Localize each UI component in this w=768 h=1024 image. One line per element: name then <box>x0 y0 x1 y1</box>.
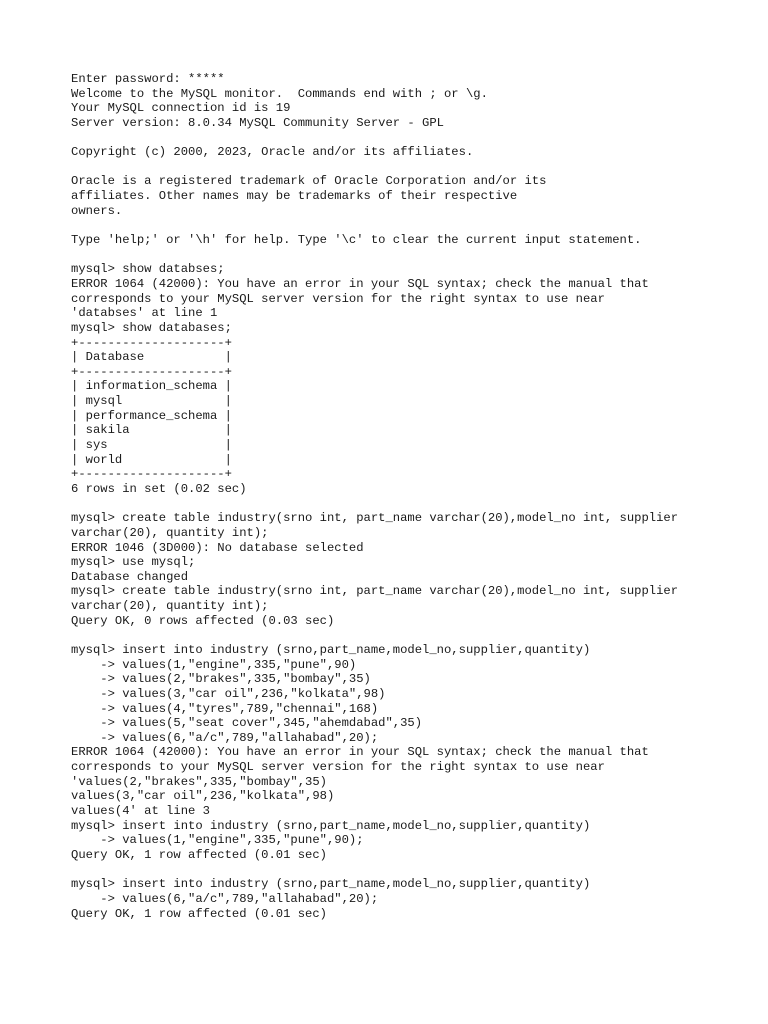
terminal-line: | sys | <box>71 438 232 453</box>
terminal-line: mysql> use mysql; <box>71 555 196 570</box>
terminal-line: 6 rows in set (0.02 sec) <box>71 481 247 496</box>
terminal-line: mysql> show databses; <box>71 262 225 277</box>
terminal-line: Your MySQL connection id is 19 <box>71 101 291 116</box>
terminal-line: owners. <box>71 203 123 218</box>
terminal-line: Oracle is a registered trademark of Oracle Corporation and/or its <box>71 174 547 189</box>
terminal-line: | Database | <box>71 350 232 365</box>
terminal-line: | world | <box>71 452 232 467</box>
terminal-line: -> values(6,"a/c",789,"allahabad",20); <box>71 730 379 745</box>
terminal-line: varchar(20), quantity int); <box>71 599 269 614</box>
terminal-line: Copyright (c) 2000, 2023, Oracle and/or its affiliates. <box>71 145 474 160</box>
terminal-line: +--------------------+ <box>71 467 232 482</box>
terminal-line: mysql> show databases; <box>71 320 232 335</box>
terminal-line: corresponds to your MySQL server version for the right syntax to use near <box>71 760 605 775</box>
terminal-output <box>71 72 751 921</box>
terminal-line: -> values(1,"engine",335,"pune",90); <box>71 833 364 848</box>
terminal-line: ERROR 1046 (3D000): No database selected <box>71 540 364 555</box>
terminal-line: 'databses' at line 1 <box>71 306 218 321</box>
terminal-line <box>71 218 751 233</box>
terminal-line: -> values(3,"car oil",236,"kolkata",98) <box>71 686 386 701</box>
terminal-line: values(4' at line 3 <box>71 804 210 819</box>
terminal-line: mysql> create table industry(srno int, part_name varchar(20),model_no int, supplier <box>71 584 679 599</box>
terminal-line: Query OK, 0 rows affected (0.03 sec) <box>71 613 335 628</box>
terminal-line: -> values(4,"tyres",789,"chennai",168) <box>71 701 379 716</box>
terminal-line: Query OK, 1 row affected (0.01 sec) <box>71 906 327 921</box>
terminal-line <box>71 497 751 512</box>
terminal-line: +--------------------+ <box>71 364 232 379</box>
terminal-line: | sakila | <box>71 423 232 438</box>
terminal-line: | information_schema | <box>71 379 232 394</box>
terminal-line: affiliates. Other names may be trademarks of their respective <box>71 189 518 204</box>
terminal-line: mysql> insert into industry (srno,part_name,model_no,supplier,quantity) <box>71 642 591 657</box>
terminal-line <box>71 131 751 146</box>
terminal-line: varchar(20), quantity int); <box>71 525 269 540</box>
terminal-line: Query OK, 1 row affected (0.01 sec) <box>71 847 327 862</box>
terminal-line: -> values(2,"brakes",335,"bombay",35) <box>71 672 371 687</box>
terminal-line <box>71 248 751 263</box>
terminal-line: -> values(1,"engine",335,"pune",90) <box>71 657 357 672</box>
terminal-line: Database changed <box>71 569 189 584</box>
terminal-line: +--------------------+ <box>71 335 232 350</box>
terminal-line: Enter password: ***** <box>71 72 225 86</box>
terminal-line: 'values(2,"brakes",335,"bombay",35) <box>71 774 327 789</box>
terminal-line: Server version: 8.0.34 MySQL Community Server - GPL <box>71 115 444 130</box>
terminal-line: | mysql | <box>71 394 232 409</box>
terminal-line: -> values(5,"seat cover",345,"ahemdabad",35) <box>71 716 423 731</box>
terminal-line <box>71 160 751 175</box>
terminal-line <box>71 628 751 643</box>
terminal-line: ERROR 1064 (42000): You have an error in your SQL syntax; check the manual that <box>71 276 649 291</box>
terminal-line: mysql> insert into industry (srno,part_name,model_no,supplier,quantity) <box>71 877 591 892</box>
terminal-line: corresponds to your MySQL server version for the right syntax to use near <box>71 291 605 306</box>
terminal-line: values(3,"car oil",236,"kolkata",98) <box>71 789 335 804</box>
terminal-line: | performance_schema | <box>71 408 232 423</box>
terminal-line: Type 'help;' or '\h' for help. Type '\c' to clear the current input statement. <box>71 233 642 248</box>
terminal-line: mysql> create table industry(srno int, part_name varchar(20),model_no int, supplier <box>71 511 679 526</box>
terminal-line <box>71 863 751 878</box>
terminal-line: -> values(6,"a/c",789,"allahabad",20); <box>71 891 379 906</box>
terminal-line: ERROR 1064 (42000): You have an error in your SQL syntax; check the manual that <box>71 745 649 760</box>
terminal-line: Welcome to the MySQL monitor. Commands end with ; or \g. <box>71 86 488 101</box>
terminal-line: mysql> insert into industry (srno,part_name,model_no,supplier,quantity) <box>71 818 591 833</box>
